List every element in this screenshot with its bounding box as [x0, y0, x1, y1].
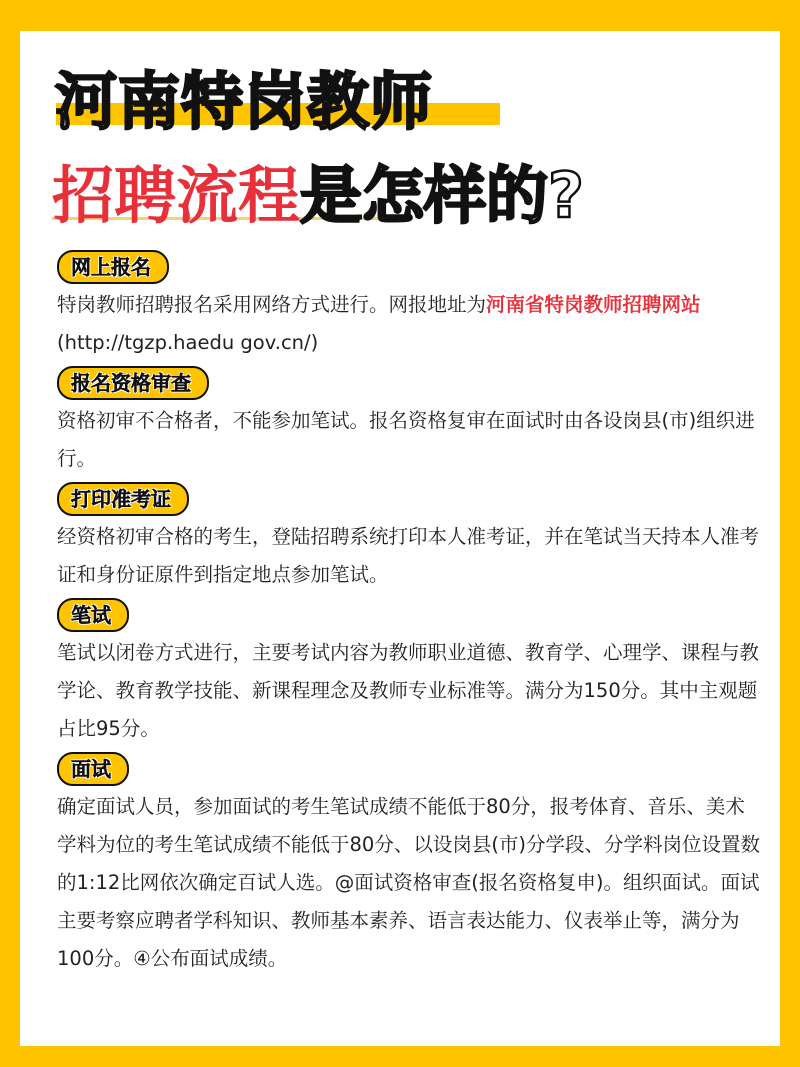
section-tag: 打印准考证: [57, 482, 189, 516]
title-line-2: [52, 146, 584, 235]
title-line-1: 河南特岗教师: [55, 65, 434, 138]
website-highlight: 河南省特岗教师招聘网站: [486, 293, 701, 316]
section-tag: 网上报名: [57, 250, 169, 284]
title-highlight-red: 招聘流程: [52, 159, 301, 232]
section-text: [57, 286, 762, 362]
section-tag: 报名资格审查: [57, 366, 209, 400]
section-text: 经资格初审合格的考生，登陆招聘系统打印本人准考证，并在笔试当天持本人准考证和身份证原件到指定地点参加笔试。: [57, 525, 760, 586]
section-text: 资格初审不合格者，不能参加笔试。报名资格复审在面试时由各设岗县(市)组织进行。: [57, 409, 755, 470]
section-qualification-review: [57, 366, 762, 478]
content: [57, 250, 762, 982]
section-tag: 笔试: [57, 598, 129, 632]
section-text: 确定面试人员，参加面试的考生笔试成绩不能低于80分，报考体育、音乐、美术学料为位的考生笔试成绩不能低于80分、以设岗县(市)分学段、分学料岗位设置数的1:12比网依次确定百试人选。@面试资格审查(报名资格复申)。组织面试。面试主要考察应聘者学科知识、教师基本素养、语言表达能力、仪表举止等，满分为100分。④公布面试成绩。: [57, 795, 761, 970]
section-print-admission: [57, 482, 762, 594]
section-online-registration: [57, 250, 762, 362]
title-rest: 是怎样的?: [300, 159, 584, 232]
section-interview: [57, 752, 762, 978]
text: 特岗教师招聘报名采用网络方式进行。网报地址为: [57, 293, 487, 316]
section-text: 笔试以闭卷方式进行，主要考试内容为教师职业道德、教育学、心理学、课程与教学论、教育教学技能、新课程理念及教师专业标准等。满分为150分。其中主观题占比95分。: [57, 641, 760, 740]
website-url: (http://tgzp.haedu gov.cn/): [57, 331, 319, 354]
section-tag: 面试: [57, 752, 129, 786]
section-written-exam: [57, 598, 762, 748]
